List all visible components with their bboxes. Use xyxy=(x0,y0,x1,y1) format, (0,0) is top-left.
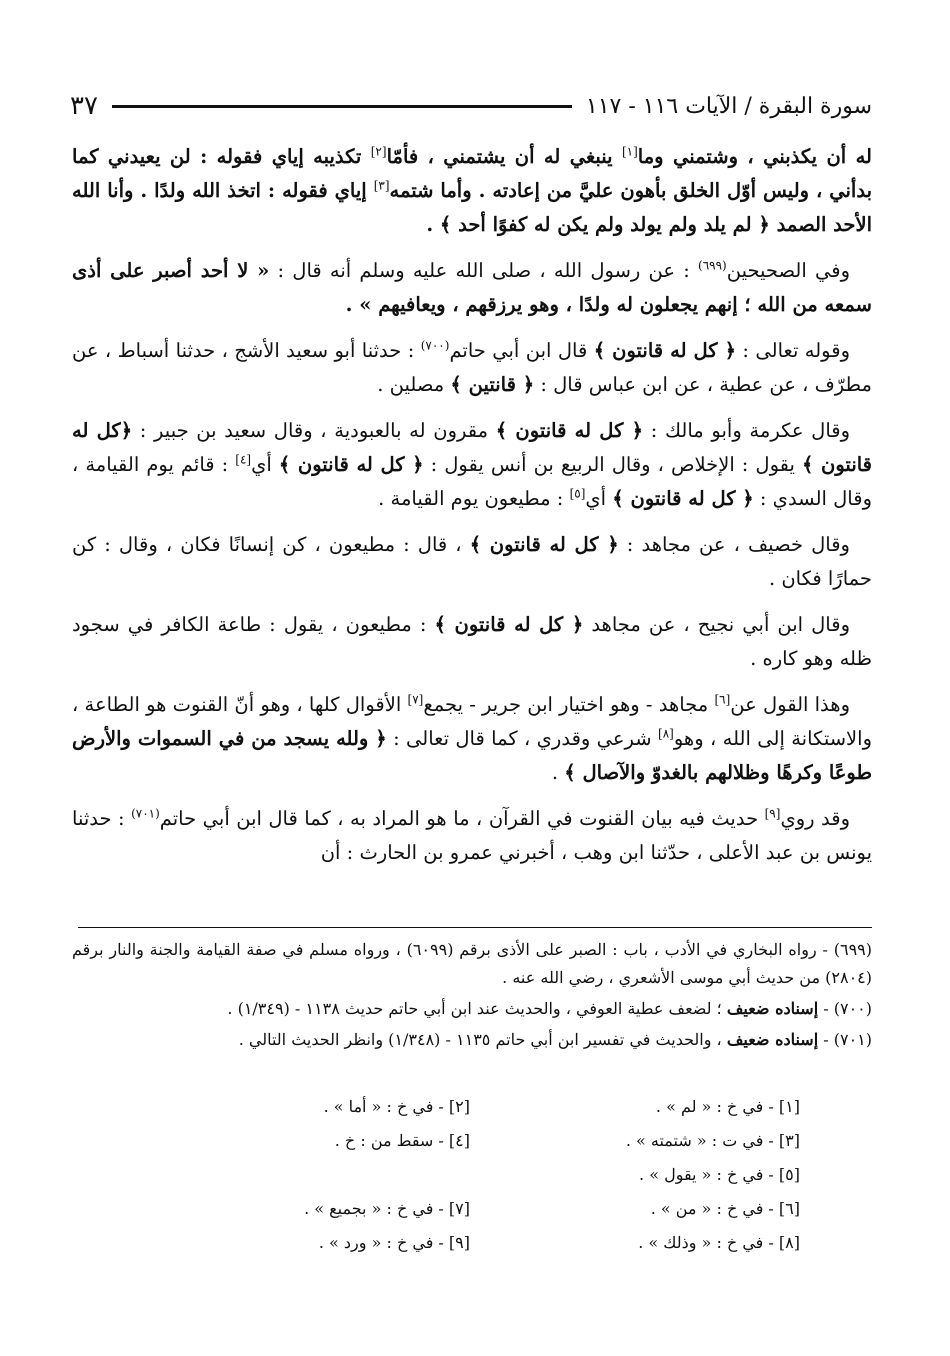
text-segment: وقال عكرمة وأبو مالك : xyxy=(643,419,850,442)
main-text xyxy=(72,140,872,882)
note-marker: [٦] xyxy=(714,692,731,707)
text-segment: ينبغي له أن يشتمني ، فأمّا xyxy=(386,145,622,168)
page-header xyxy=(70,88,872,124)
text-segment: ، قال : مطيعون ، كن إنسانًا فكان ، وقال : كن حمارًا فكان . xyxy=(72,533,872,590)
note-marker: [٢] xyxy=(370,144,387,159)
text-segment: ﴿ ولله يسجد من في السموات والأرض طوعًا وكرهًا وظلالهم بالغدوّ والآصال ﴾ xyxy=(72,727,872,784)
text-segment: وقوله تعالى : xyxy=(736,339,850,362)
text-segment: : عن رسول الله ، صلى الله عليه وسلم أنه قال : xyxy=(269,259,699,282)
note-marker: [١] xyxy=(621,144,638,159)
text-segment: ﴿ قانتين ﴾ xyxy=(450,373,535,396)
paragraph xyxy=(72,334,872,402)
variant-note: [٢] - في خ : « أما » . xyxy=(323,1097,470,1116)
note-marker: [٨] xyxy=(658,726,674,741)
text-segment: تكذيبه إياي فقوله : لن يعيدني كما بدأني ، وليس أوّل الخلق بأهون عليَّ من إعادته . وأما شتمه xyxy=(72,145,873,202)
variant-note: [٥] - في خ : « يقول » . xyxy=(639,1165,800,1184)
variant-note: [١] - في خ : « لم » . xyxy=(655,1097,800,1116)
paragraph xyxy=(72,140,872,242)
text-segment: : حدثنا أبو سعيد الأشج ، حدثنا أسباط ، عن مطرّف ، عن عطية ، عن ابن عباس قال : xyxy=(72,339,872,396)
variant-note xyxy=(160,1158,470,1192)
text-segment: : مطيعون يوم القيامة . xyxy=(378,487,570,510)
variant-note: [٧] - في خ : « بجميع » . xyxy=(304,1199,470,1218)
paragraph xyxy=(72,528,872,596)
paragraph xyxy=(72,608,872,676)
text-segment: وقد روي xyxy=(780,807,850,830)
text-segment: ، والحديث في تفسير ابن أبي حاتم ١١٣٥ - (١/٣٤٨) وانظر الحديث التالي . xyxy=(238,1030,727,1049)
footnote-separator xyxy=(78,927,872,928)
paragraph xyxy=(72,254,872,322)
note-marker: (٦٩٩) xyxy=(698,258,727,273)
text-segment: ﴿ كل له قانتون ﴾ xyxy=(469,533,619,556)
paragraph xyxy=(72,414,872,516)
text-segment: ﴿ كل له قانتون ﴾ xyxy=(495,419,644,442)
text-segment: ﴿ كل له قانتون ﴾ xyxy=(278,453,424,476)
text-segment: « لا أحد أصبر على أذى سمعه من الله ؛ إنهم يجعلون له ولدًا ، وهو يرزقهم ، ويعافيهم » . xyxy=(72,259,872,316)
text-segment: له أن يكذبني ، وشتمني وما xyxy=(637,145,872,168)
text-segment: إسناده ضعيف xyxy=(726,999,819,1018)
text-segment: مجاهد - وهو اختيار ابن جرير - يجمع xyxy=(423,693,715,716)
text-segment: أي xyxy=(585,487,613,510)
text-segment: ﴿ كل له قانتون ﴾ xyxy=(593,339,736,362)
text-segment: ؛ لضعف عطية العوفي ، والحديث عند ابن أبي حاتم حديث ١١٣٨ - (١/٣٤٩) . xyxy=(227,999,727,1018)
text-segment: : قائم يوم القيامة ، وقال السدي : xyxy=(72,453,872,510)
text-segment: مصلين . xyxy=(377,373,451,396)
variant-grid xyxy=(160,1090,800,1260)
text-segment: (٧٠١) - xyxy=(818,1030,872,1049)
hadith-references xyxy=(72,936,872,1057)
variant-note: [٩] - في خ : « ورد » . xyxy=(318,1233,470,1252)
note-marker: [٣] xyxy=(373,178,390,193)
page-number: ٣٧ xyxy=(70,91,98,121)
text-segment: . xyxy=(551,761,565,784)
text-segment: يقول : الإخلاص ، وقال الربيع بن أنس يقول : xyxy=(423,453,802,476)
text-segment: حديث فيه بيان القنوت في القرآن ، ما هو المراد به ، كما قال ابن أبي حاتم xyxy=(159,807,765,830)
text-segment: وقال ابن أبي نجيح ، عن مجاهد xyxy=(583,613,850,636)
running-title: سورة البقرة / الآيات ١١٦ - ١١٧ xyxy=(585,93,872,119)
variant-note: [٦] - في خ : « من » . xyxy=(650,1199,800,1218)
text-segment: قال ابن أبي حاتم xyxy=(449,339,594,362)
manuscript-variants xyxy=(160,1090,800,1260)
variant-note: [٣] - في ت : « شتمته » . xyxy=(625,1131,800,1150)
note-marker: [٩] xyxy=(764,806,781,821)
reference-note xyxy=(72,936,872,992)
text-segment: الأقوال كلها ، وهو أنّ القنوت هو الطاعة ، والاستكانة إلى الله ، وهو xyxy=(72,693,872,750)
note-marker: [٥] xyxy=(569,486,586,501)
text-segment: إسناده ضعيف xyxy=(726,1030,819,1049)
note-marker: [٧] xyxy=(407,692,424,707)
text-segment: (٦٩٩) - رواه البخاري في الأدب ، باب : الصبر على الأذى برقم (٦٠٩٩) ، ورواه مسلم في صفة القيامة والجنة والنار برقم (٢٨٠٤) من حديث أبي موسى الأشعري ، رضي الله عنه . xyxy=(72,940,872,987)
text-segment: إياي فقوله : اتخذ الله ولدًا . وأنا الله الأحد الصمد ﴿ لم يلد ولم يولد ولم يكن له كفوًا أحد ﴾ . xyxy=(72,179,872,236)
variant-note: [٤] - سقط من : خ . xyxy=(334,1131,470,1150)
paragraph xyxy=(72,688,872,790)
note-marker: [٤] xyxy=(235,452,252,467)
text-segment: ﴿ كل له قانتون ﴾ xyxy=(434,613,584,636)
text-segment: وقال خصيف ، عن مجاهد : xyxy=(618,533,850,556)
note-marker: (٧٠١) xyxy=(131,806,160,821)
text-segment: : مطيعون ، يقول : طاعة الكافر في سجود ظله وهو كاره . xyxy=(72,613,872,670)
header-rule xyxy=(112,105,572,108)
variant-note: [٨] - في خ : « وذلك » . xyxy=(638,1233,800,1252)
text-segment: وفي الصحيحين xyxy=(726,259,850,282)
paragraph xyxy=(72,802,872,870)
text-segment: ﴿ كل له قانتون ﴾ xyxy=(612,487,754,510)
text-segment: : حدثنا يونس بن عبد الأعلى ، حدّثنا ابن وهب ، أخبرني عمرو بن الحارث : أن xyxy=(72,807,872,864)
note-marker: (٧٠٠) xyxy=(420,338,450,353)
text-segment: (٧٠٠) - xyxy=(818,999,872,1018)
text-segment: شرعي وقدري ، كما قال تعالى : xyxy=(386,727,659,750)
reference-note xyxy=(72,1026,872,1054)
text-segment: مقرون له بالعبودية ، وقال سعيد بن جبير : xyxy=(132,419,496,442)
text-segment: ﴿كل له قانتون ﴾ xyxy=(72,419,873,476)
reference-note xyxy=(72,995,872,1023)
text-segment: وهذا القول عن xyxy=(730,693,850,716)
text-segment: أي xyxy=(251,453,279,476)
